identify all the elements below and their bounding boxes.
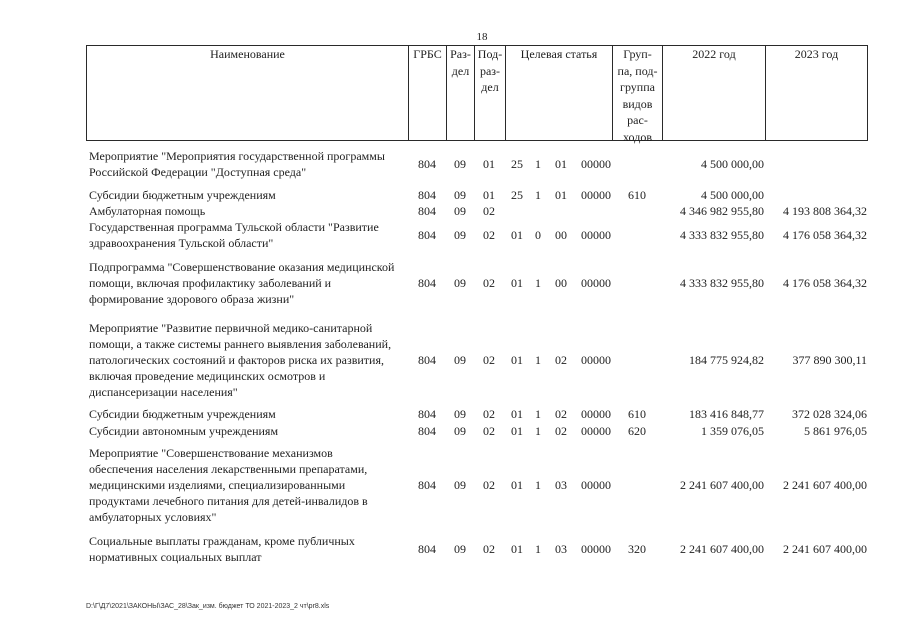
row-name-line: Мероприятие "Совершенствование механизмов [89,446,333,460]
table-row [0,533,905,565]
table-row [0,406,905,422]
row-name-line: нормативных социальных выплат [89,550,262,564]
row-name-line: включая проведение медицинских осмотров и [89,369,326,383]
target-article-part: 00000 [581,227,611,242]
page-number: 18 [476,31,488,43]
header-podrazdel-line: Под- [477,47,503,61]
target-article-part: 03 [555,477,567,492]
table-row [0,320,905,400]
amount-2023-cell: 4 176 058 364,32 [783,227,867,242]
header-podrazdel-line: раз- [479,63,501,78]
target-article-part: 00000 [581,541,611,556]
podrazdel-cell: 02 [483,423,495,438]
header-expense-group-line: рас- [627,113,648,127]
header-podrazdel-line: дел [481,80,499,94]
row-name [89,219,379,251]
razdel-cell: 09 [454,423,466,438]
row-name [89,320,391,400]
header-expense-group [613,46,663,144]
header-expense-group-line: группа [620,80,655,94]
row-name-line: Субсидии бюджетным учреждениям [89,188,276,202]
razdel-cell: 09 [454,227,466,242]
expense-group-cell: 620 [628,423,646,438]
target-article-part: 1 [535,187,541,202]
row-name [89,148,385,180]
row-name-line: продуктами лечебного питания для детей-инвалидов в [89,494,368,508]
row-name-line: Мероприятие "Развитие первичной медико-санитарной [89,321,373,335]
target-article-part: 01 [511,477,523,492]
grbs-cell: 804 [418,423,436,438]
amount-2022-cell: 4 346 982 955,80 [680,203,764,218]
amount-2022-cell: 184 775 924,82 [689,352,764,367]
grbs-cell: 804 [418,477,436,492]
target-article-part: 00000 [581,477,611,492]
target-article-part: 1 [535,156,541,171]
table-row [0,203,905,219]
grbs-cell: 804 [418,352,436,367]
amount-2023-cell: 2 241 607 400,00 [783,541,867,556]
row-name-line: диспансеризации населения" [89,385,238,399]
podrazdel-cell: 02 [483,275,495,290]
razdel-cell: 09 [454,477,466,492]
amount-2023-cell: 4 193 808 364,32 [783,203,867,218]
razdel-cell: 09 [454,275,466,290]
row-name [89,203,205,219]
amount-2023-cell: 4 176 058 364,32 [783,275,867,290]
row-name [89,533,355,565]
grbs-cell: 804 [418,406,436,421]
grbs-cell: 804 [418,275,436,290]
target-article-part: 01 [511,406,523,421]
podrazdel-cell: 01 [483,187,495,202]
amount-2023-cell: 372 028 324,06 [792,406,867,421]
target-article-part: 02 [555,406,567,421]
razdel-cell: 09 [454,406,466,421]
target-article-part: 02 [555,423,567,438]
table-row [0,219,905,251]
row-name [89,423,278,439]
header-name-label: Наименование [210,47,285,61]
podrazdel-cell: 02 [483,406,495,421]
row-name-line: Социальные выплаты гражданам, кроме публичных [89,534,355,548]
header-expense-group-line: ходов [623,129,652,144]
razdel-cell: 09 [454,203,466,218]
target-article-part: 00000 [581,352,611,367]
target-article-part: 00000 [581,275,611,290]
target-article-part: 00000 [581,156,611,171]
target-article-part: 1 [535,352,541,367]
header-expense-group-line: Груп- [623,47,652,61]
amount-2023-cell: 377 890 300,11 [792,352,867,367]
header-name [87,46,409,140]
razdel-cell: 09 [454,541,466,556]
table-row [0,259,905,307]
amount-2022-cell: 4 500 000,00 [701,187,764,202]
razdel-cell: 09 [454,187,466,202]
header-razdel-line: дел [451,63,470,78]
amount-2022-cell: 4 500 000,00 [701,156,764,171]
target-article-part: 1 [535,275,541,290]
row-name-line: здравоохранения Тульской области" [89,236,274,250]
target-article-part: 00000 [581,406,611,421]
header-razdel-line: Раз- [450,47,471,61]
header-expense-group-line: видов [622,96,653,111]
header-2023-label: 2023 год [794,47,839,61]
row-name-line: Государственная программа Тульской области "Развитие [89,220,379,234]
row-name-line: Российской Федерации "Доступная среда" [89,165,307,179]
amount-2022-cell: 2 241 607 400,00 [680,541,764,556]
target-article-part: 03 [555,541,567,556]
target-article-part: 1 [535,406,541,421]
grbs-cell: 804 [418,541,436,556]
row-name-line: Субсидии автономным учреждениям [89,424,279,438]
table-row [0,423,905,439]
target-article-part: 01 [511,423,523,438]
row-name-line: Амбулаторная помощь [89,204,206,218]
file-path-footer: D:\Г\Д7\2021\ЗАКОНЫ\ЗАС_28\Зак_изм. бюджет ТО 2021-2023_2 чт\pr8.xls [86,603,330,610]
header-2022 [663,46,766,140]
header-podrazdel [475,46,506,140]
row-name-line: помощи, а также системы раннего выявления заболеваний, [89,337,392,351]
target-article-part: 00 [555,227,567,242]
grbs-cell: 804 [418,156,436,171]
row-name-line: Подпрограмма "Совершенствование оказания медицинской [89,260,395,274]
podrazdel-cell: 02 [483,541,495,556]
header-2022-label: 2022 год [692,47,736,61]
header-razdel [447,46,475,140]
amount-2023-cell: 2 241 607 400,00 [783,477,867,492]
target-article-part: 01 [555,156,567,171]
row-name [89,187,276,203]
podrazdel-cell: 02 [483,477,495,492]
target-article-part: 01 [511,275,523,290]
row-name-line: обеспечения населения лекарственными препаратами, [89,462,368,476]
row-name-line: Мероприятие "Мероприятия государственной программы [89,149,385,163]
target-article-part: 25 [511,156,523,171]
amount-2022-cell: 4 333 832 955,80 [680,227,764,242]
amount-2022-cell: 2 241 607 400,00 [680,477,764,492]
podrazdel-cell: 02 [483,352,495,367]
table-row [0,148,905,180]
target-article-part: 0 [535,227,541,242]
table-row [0,187,905,203]
razdel-cell: 09 [454,156,466,171]
header-target-article [506,46,613,140]
amount-2022-cell: 1 359 076,05 [701,423,764,438]
amount-2023-cell: 5 861 976,05 [804,423,867,438]
row-name-line: медицинскими изделиями, специализированными [89,478,346,492]
podrazdel-cell: 01 [483,156,495,171]
table-row [0,445,905,525]
target-article-part: 1 [535,541,541,556]
grbs-cell: 804 [418,187,436,202]
row-name-line: формирование здорового образа жизни" [89,292,295,306]
target-article-part: 01 [511,227,523,242]
row-name [89,406,276,422]
expense-group-cell: 610 [628,187,646,202]
target-article-part: 01 [511,352,523,367]
header-expense-group-line: па, под- [617,63,658,78]
row-name-line: помощи, включая профилактику заболеваний и [89,276,332,290]
grbs-cell: 804 [418,203,436,218]
row-name [89,259,394,307]
header-grbs [409,46,447,140]
header-2023 [766,46,867,140]
amount-2022-cell: 183 416 848,77 [689,406,764,421]
target-article-part: 01 [511,541,523,556]
target-article-part: 25 [511,187,523,202]
expense-group-cell: 610 [628,406,646,421]
expense-group-cell: 320 [628,541,646,556]
target-article-part: 1 [535,477,541,492]
row-name-line: амбулаторных условиях" [89,510,217,524]
target-article-part: 01 [555,187,567,202]
grbs-cell: 804 [418,227,436,242]
row-name [89,445,368,525]
row-name-line: патологических состояний и факторов риска их развития, [89,353,384,367]
target-article-part: 00000 [581,187,611,202]
amount-2022-cell: 4 333 832 955,80 [680,275,764,290]
razdel-cell: 09 [454,352,466,367]
podrazdel-cell: 02 [483,203,495,218]
target-article-part: 1 [535,423,541,438]
target-article-part: 00000 [581,423,611,438]
row-name-line: Субсидии бюджетным учреждениям [89,407,276,421]
target-article-part: 02 [555,352,567,367]
podrazdel-cell: 02 [483,227,495,242]
table-header [86,45,868,144]
header-grbs-label: ГРБС [413,47,442,61]
header-target-article-label: Целевая статья [520,47,598,61]
target-article-part: 00 [555,275,567,290]
